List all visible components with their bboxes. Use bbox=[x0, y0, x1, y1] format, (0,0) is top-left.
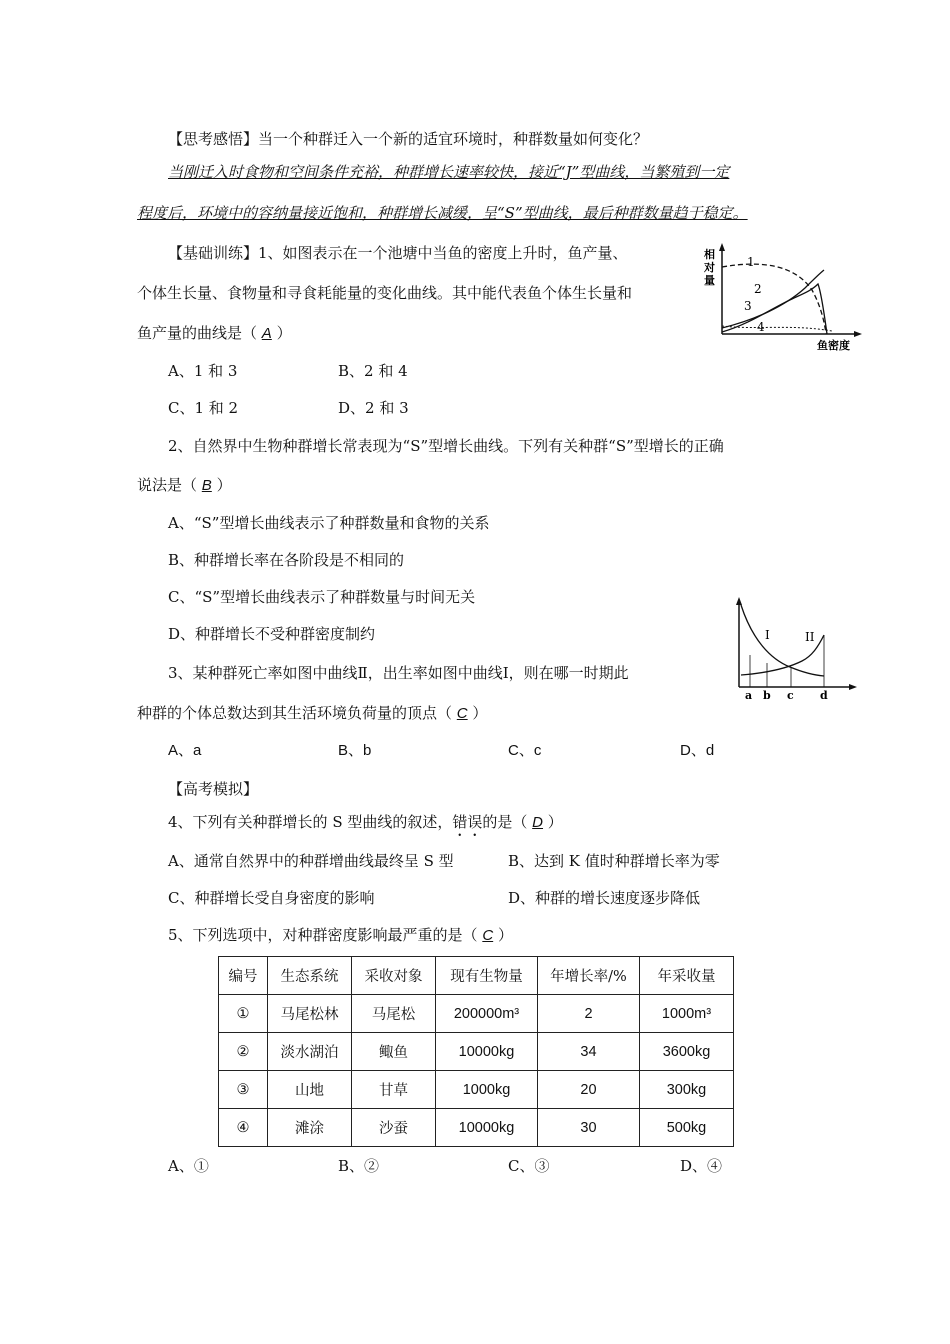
fig2-label-I: I bbox=[765, 628, 770, 642]
q2-option-d: D、种群增长不受种群密度制约 bbox=[168, 625, 376, 643]
q4-prompt-tail: 的是（ bbox=[482, 813, 528, 831]
q3-line2 bbox=[137, 702, 487, 725]
table-cell: 300kg bbox=[640, 1071, 734, 1109]
fig2-y-arrow bbox=[736, 597, 742, 605]
table-cell: ① bbox=[219, 995, 268, 1033]
q4-option-d: D、种群的增长速度逐步降低 bbox=[508, 889, 701, 907]
q3-answer: C bbox=[456, 705, 468, 722]
q1-answer: A bbox=[261, 325, 272, 342]
table-header: 年采收量 bbox=[640, 957, 734, 995]
table-header-row bbox=[219, 957, 734, 995]
q3-close: ） bbox=[472, 704, 488, 722]
q5-option-a: A、① bbox=[168, 1157, 209, 1175]
basic-label: 【基础训练】 bbox=[168, 244, 259, 262]
q1-close: ） bbox=[276, 324, 292, 342]
table-row bbox=[219, 995, 734, 1033]
q1-option-d: D、2 和 3 bbox=[338, 399, 409, 417]
reflection-question-line bbox=[168, 128, 648, 150]
fig1-curve-label-2: 2 bbox=[754, 282, 762, 296]
reflection-answer-line2: 程度后，环境中的容纳量接近饱和，种群增长减缓，呈“S”型曲线，最后种群数量趋于稳定。 bbox=[137, 204, 748, 222]
fig1-ylabel-2: 对 bbox=[704, 261, 715, 274]
fig2-tick-b: b bbox=[763, 689, 771, 702]
table-cell: 2 bbox=[538, 995, 640, 1033]
q4-answer: D bbox=[532, 814, 544, 831]
q1-option-c: C、1 和 2 bbox=[168, 399, 239, 417]
reflection-answer-line1: 当刚迁入时食物和空间条件充裕，种群增长速率较快，接近“J”型曲线，当繁殖到一定 bbox=[168, 163, 730, 181]
q4-prompt: 4、下列有关种群增长的 S 型曲线的叙述， bbox=[168, 813, 453, 831]
q5-option-b: B、② bbox=[338, 1157, 380, 1175]
table-cell: 20 bbox=[538, 1071, 640, 1109]
table-header: 采收对象 bbox=[352, 957, 436, 995]
fig1-ylabel-1: 相 bbox=[704, 248, 715, 261]
q4-option-a: A、通常自然界中的种群增曲线最终呈 S 型 bbox=[168, 852, 454, 870]
table-cell: 10000kg bbox=[436, 1109, 538, 1147]
table-cell: 马尾松林 bbox=[268, 995, 352, 1033]
birth-death-rate-chart bbox=[730, 597, 860, 705]
q3-option-b: B、b bbox=[338, 742, 372, 759]
table-cell: 500kg bbox=[640, 1109, 734, 1147]
q4-emphasis: 错误 bbox=[452, 813, 483, 831]
q3-prompt: 种群的个体总数达到其生活环境负荷量的顶点（ bbox=[137, 704, 453, 722]
table-row bbox=[219, 1071, 734, 1109]
fig1-curve-3 bbox=[722, 270, 824, 328]
q1-prompt: 鱼产量的曲线是（ bbox=[137, 324, 258, 342]
q4-line bbox=[168, 811, 563, 840]
q5-line bbox=[168, 924, 513, 947]
table-cell: 10000kg bbox=[436, 1033, 538, 1071]
table-cell: 滩涂 bbox=[268, 1109, 352, 1147]
table-header: 现有生物量 bbox=[436, 957, 538, 995]
table-row bbox=[219, 1033, 734, 1071]
table-header: 生态系统 bbox=[268, 957, 352, 995]
fig1-curve-label-1: 1 bbox=[747, 255, 755, 269]
q4-option-b: B、达到 K 值时种群增长率为零 bbox=[508, 852, 720, 870]
fig1-curve-4 bbox=[722, 326, 832, 331]
q5-option-d: D、④ bbox=[680, 1157, 723, 1175]
table-cell: 甘草 bbox=[352, 1071, 436, 1109]
q2-prompt: 说法是（ bbox=[137, 476, 198, 494]
table-cell: ④ bbox=[219, 1109, 268, 1147]
table-row bbox=[219, 1109, 734, 1147]
exam-label: 【高考模拟】 bbox=[168, 780, 259, 798]
q5-close: ） bbox=[497, 926, 513, 944]
q2-option-b: B、种群增长率在各阶段是不相同的 bbox=[168, 551, 405, 569]
q1-option-a: A、1 和 3 bbox=[168, 362, 238, 380]
fig1-x-arrow bbox=[854, 331, 862, 337]
q2-line2 bbox=[137, 474, 232, 497]
table-cell: 沙蚕 bbox=[352, 1109, 436, 1147]
fig1-y-arrow bbox=[719, 243, 725, 251]
q1-line1 bbox=[168, 242, 628, 264]
table-header: 年增长率/% bbox=[538, 957, 640, 995]
reflection-label: 【思考感悟】 bbox=[168, 130, 259, 148]
table-cell: 34 bbox=[538, 1033, 640, 1071]
q2-line1: 2、自然界中生物种群增长常表现为“S”型增长曲线。下列有关种群“S”型增长的正确 bbox=[168, 437, 724, 455]
table-cell: 马尾松 bbox=[352, 995, 436, 1033]
table-cell: 3600kg bbox=[640, 1033, 734, 1071]
fig1-xlabel: 鱼密度 bbox=[817, 339, 850, 352]
q2-close: ） bbox=[216, 476, 232, 494]
table-cell: 1000m³ bbox=[640, 995, 734, 1033]
table-cell: 鲰鱼 bbox=[352, 1033, 436, 1071]
q1-text-1: 1、如图表示在一个池塘中当鱼的密度上升时，鱼产量、 bbox=[258, 244, 628, 262]
q2-option-a: A、“S”型增长曲线表示了种群数量和食物的关系 bbox=[168, 514, 490, 532]
table-cell: 200000m³ bbox=[436, 995, 538, 1033]
q1-line2: 个体生长量、食物量和寻食耗能量的变化曲线。其中能代表鱼个体生长量和 bbox=[137, 284, 633, 302]
fish-density-chart bbox=[700, 238, 865, 356]
fig2-x-arrow bbox=[849, 684, 857, 690]
fig1-curve-label-3: 3 bbox=[744, 299, 752, 313]
fig2-tick-d: d bbox=[820, 689, 828, 702]
q4-option-c: C、种群增长受自身密度的影响 bbox=[168, 889, 375, 907]
q5-prompt: 5、下列选项中，对种群密度影响最严重的是（ bbox=[168, 926, 478, 944]
q5-answer: C bbox=[482, 927, 494, 944]
fig1-ylabel-3: 量 bbox=[704, 274, 715, 287]
reflection-question: 当一个种群迁入一个新的适宜环境时，种群数量如何变化？ bbox=[258, 130, 649, 148]
table-cell: 山地 bbox=[268, 1071, 352, 1109]
fig2-tick-c: c bbox=[787, 689, 794, 702]
q4-close: ） bbox=[547, 813, 563, 831]
q3-option-a: A、a bbox=[168, 742, 202, 759]
q3-option-d: D、d bbox=[680, 742, 715, 759]
q3-option-c: C、c bbox=[508, 742, 542, 759]
table-cell: ③ bbox=[219, 1071, 268, 1109]
table-cell: 淡水湖泊 bbox=[268, 1033, 352, 1071]
fig1-curve-label-4: 4 bbox=[757, 320, 765, 334]
harvest-table bbox=[218, 956, 734, 1147]
fig2-label-II: II bbox=[805, 630, 815, 644]
table-cell: 30 bbox=[538, 1109, 640, 1147]
fig2-tick-a: a bbox=[745, 689, 753, 702]
q1-line3 bbox=[137, 322, 292, 345]
table-cell: ② bbox=[219, 1033, 268, 1071]
q3-line1: 3、某种群死亡率如图中曲线Ⅱ，出生率如图中曲线Ⅰ，则在哪一时期此 bbox=[168, 664, 629, 682]
q5-option-c: C、③ bbox=[508, 1157, 550, 1175]
table-cell: 1000kg bbox=[436, 1071, 538, 1109]
q2-answer: B bbox=[201, 477, 212, 494]
q2-option-c: C、“S”型增长曲线表示了种群数量与时间无关 bbox=[168, 588, 476, 606]
q1-option-b: B、2 和 4 bbox=[338, 362, 408, 380]
table-header: 编号 bbox=[219, 957, 268, 995]
